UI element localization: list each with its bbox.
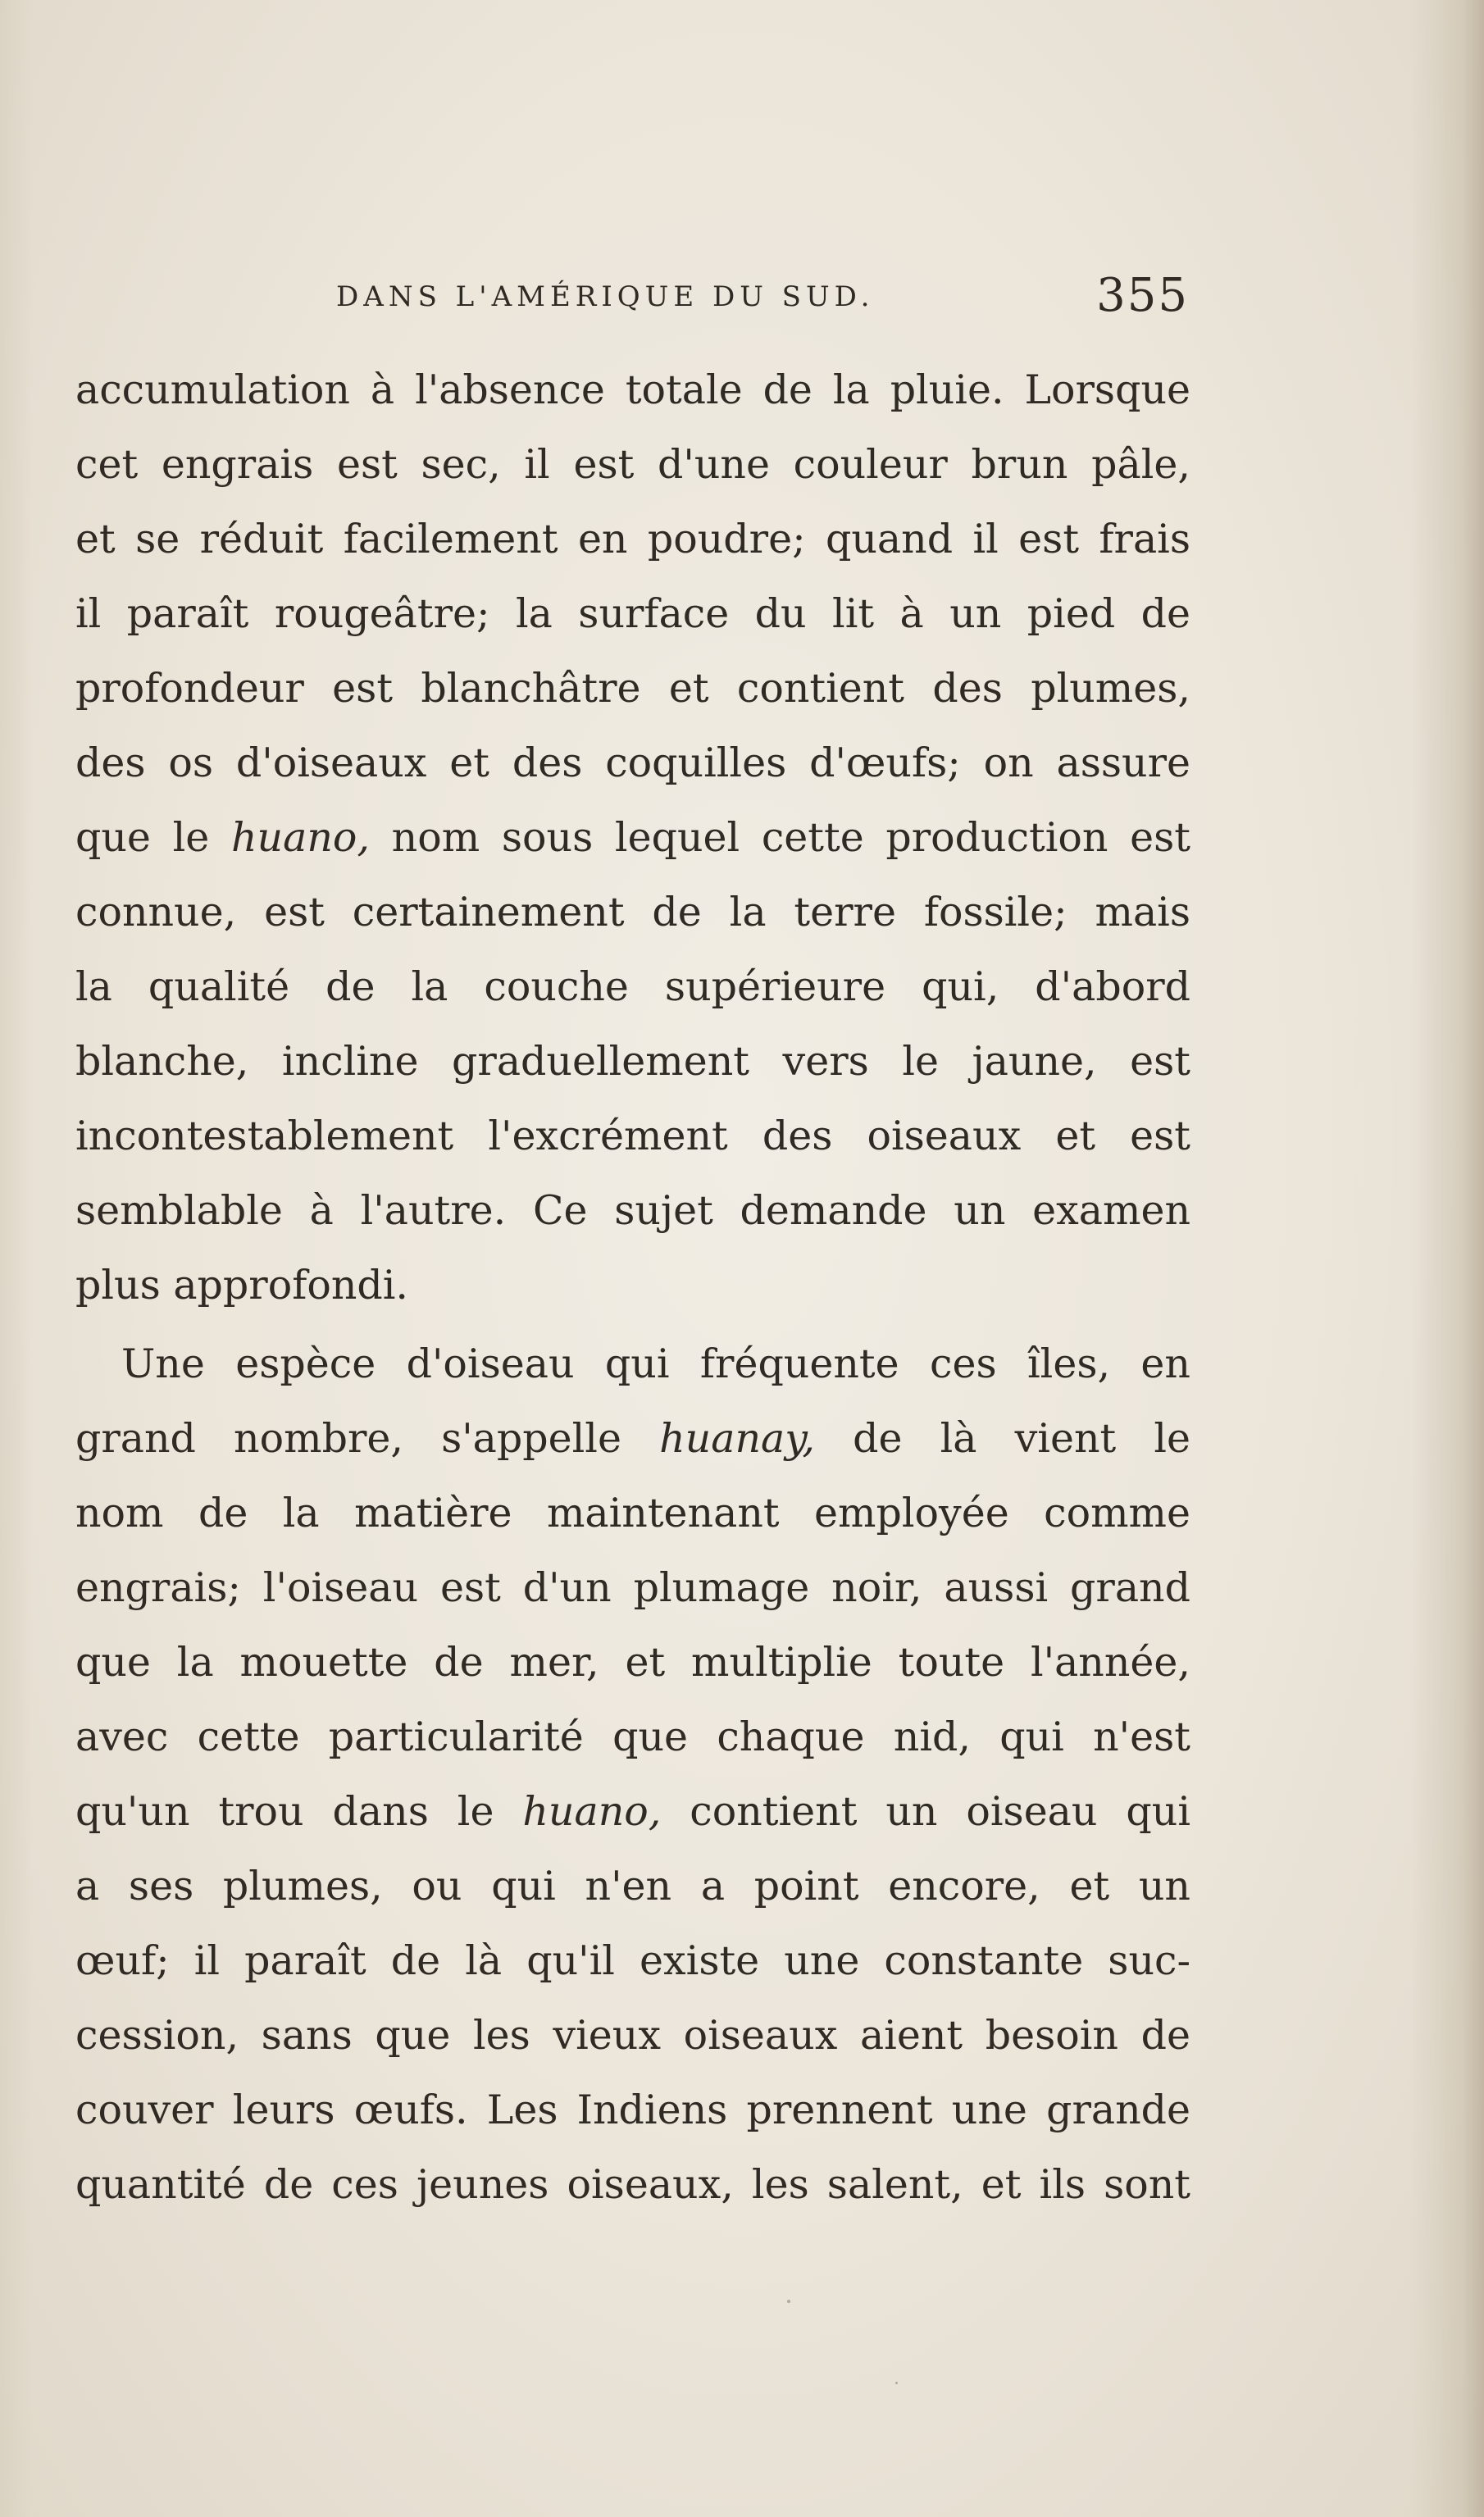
text-line	[75, 502, 1190, 576]
text-segment: des os d'oiseaux et des coquilles d'œufs; on assure	[75, 740, 1190, 786]
paragraph	[75, 353, 1190, 1322]
text-segment: de là vient le	[814, 1415, 1190, 1462]
text-segment: avec cette particularité que chaque nid, qui n'est	[75, 1714, 1190, 1760]
text-line	[75, 1774, 1190, 1849]
text-segment: plus approfondi.	[75, 1262, 408, 1309]
text-line	[75, 1923, 1190, 1998]
page-right-edge-shadow	[1410, 0, 1484, 2517]
text-line	[75, 1401, 1190, 1476]
text-segment: contient un oiseau qui	[661, 1788, 1190, 1835]
text-line	[75, 1024, 1190, 1099]
text-segment: grand nombre, s'appelle	[75, 1415, 660, 1462]
text-line	[75, 1625, 1190, 1700]
text-line	[75, 726, 1190, 800]
text-segment: a ses plumes, ou qui n'en a point encore, et un	[75, 1863, 1190, 1909]
running-title: DANS L'AMÉRIQUE DU SUD.	[336, 280, 875, 313]
text-line	[75, 1700, 1190, 1774]
page-left-edge-shadow	[0, 0, 33, 2517]
text-segment: cet engrais est sec, il est d'une couleur brun pâle,	[75, 441, 1190, 488]
text-segment: Une espèce d'oiseau qui fréquente ces îles, en	[121, 1340, 1190, 1387]
italic-term: huano,	[230, 814, 370, 861]
text-line	[75, 1476, 1190, 1550]
page-number: 355	[1096, 269, 1189, 322]
text-line	[75, 1550, 1190, 1625]
text-segment: nom de la matière maintenant employée comme	[75, 1490, 1190, 1536]
text-segment: que la mouette de mer, et multiplie toute l'année,	[75, 1639, 1190, 1686]
paper-speck	[787, 2300, 790, 2303]
text-segment: cession, sans que les vieux oiseaux aient besoin de	[75, 2012, 1190, 2059]
text-line	[75, 353, 1190, 427]
paper-speck	[895, 2382, 898, 2384]
body-text	[75, 353, 1190, 2222]
text-segment: profondeur est blanchâtre et contient des plumes,	[75, 665, 1190, 712]
text-segment: engrais; l'oiseau est d'un plumage noir, aussi grand	[75, 1564, 1190, 1611]
text-segment: blanche, incline graduellement vers le jaune, est	[75, 1038, 1190, 1085]
text-line	[75, 2147, 1190, 2222]
text-line	[75, 1998, 1190, 2073]
running-head	[336, 269, 1189, 335]
text-segment: œuf; il paraît de là qu'il existe une constante suc-	[75, 1937, 1190, 1984]
text-segment: incontestablement l'excrément des oiseaux et est	[75, 1113, 1190, 1159]
text-segment: il paraît rougeâtre; la surface du lit à un pied de	[75, 590, 1190, 637]
text-segment: nom sous lequel cette production est	[369, 814, 1190, 861]
text-line	[75, 427, 1190, 502]
text-line	[75, 2073, 1190, 2147]
text-segment: connue, est certainement de la terre fossile; mais	[75, 889, 1190, 935]
text-segment: et se réduit facilement en poudre; quand il est frais	[75, 516, 1190, 562]
text-line	[75, 1327, 1190, 1401]
text-segment: la qualité de la couche supérieure qui, d'abord	[75, 963, 1190, 1010]
text-segment: qu'un trou dans le	[75, 1788, 523, 1835]
text-segment: accumulation à l'absence totale de la pluie. Lorsque	[75, 366, 1190, 413]
text-segment: que le	[75, 814, 231, 861]
text-line	[75, 1849, 1190, 1923]
text-segment: quantité de ces jeunes oiseaux, les salent, et ils sont	[75, 2161, 1190, 2208]
italic-term: huanay,	[659, 1415, 815, 1462]
paragraph	[75, 1327, 1190, 2222]
text-line	[75, 949, 1190, 1024]
text-segment: semblable à l'autre. Ce sujet demande un examen	[75, 1187, 1190, 1234]
text-line	[75, 576, 1190, 651]
text-line	[75, 1173, 1190, 1248]
text-line	[75, 800, 1190, 875]
text-line	[75, 1099, 1190, 1173]
italic-term: huano,	[522, 1788, 662, 1835]
text-line	[75, 651, 1190, 726]
text-segment: couver leurs œufs. Les Indiens prennent une grande	[75, 2087, 1190, 2133]
text-line	[75, 1248, 1190, 1322]
text-line	[75, 875, 1190, 949]
